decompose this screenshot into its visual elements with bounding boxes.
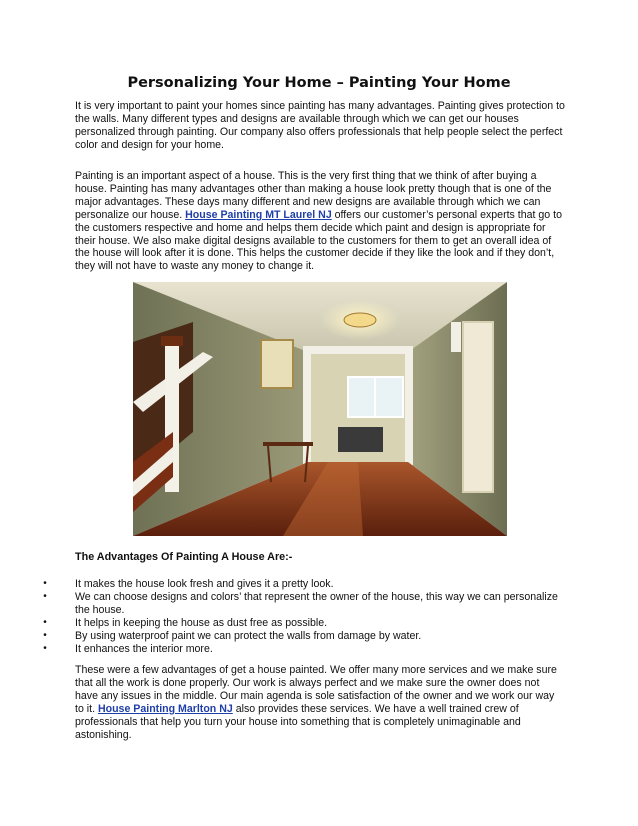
page-title: Personalizing Your Home – Painting Your Home — [127, 75, 511, 91]
body-paragraph — [75, 170, 565, 273]
closing-paragraph-text-after: also provides these services. We have a well trained crew of professionals that help you turn your house into something that is completely unimaginable and astonishing. — [75, 702, 521, 741]
list-item-text: It enhances the interior more. — [75, 642, 213, 655]
closing-paragraph-text-before: These were a few advantages of get a house painted. We offer many more services and we make sure that all the work is done properly. Our work is always perfect and we make sure the owner does not have any issues in the middle. Our main agenda is sole satisfaction of the owner and we work our way to it. — [75, 664, 557, 715]
list-item — [40, 630, 565, 643]
link-house-painting-marlton[interactable]: House Painting Marlton NJ — [97, 702, 233, 715]
body-paragraph-text-after: offers our customer’s personal experts that go to the customers respective and home and helps them decide which paint and design is appropriate for their house. We also make digital designs available to the customers for them to get an overall idea of the house will look after it is done. This helps the customer decide if they like the look and if they don’t, they will not have to waste any money to change it. — [75, 208, 562, 273]
list-item-text: It helps in keeping the house as dust free as possible. — [75, 616, 328, 629]
list-item — [40, 617, 565, 630]
bullet-icon: • — [43, 616, 47, 628]
list-item-text: We can choose designs and colors’ that represent the owner of the house, this way we can personalize the house. — [75, 590, 558, 616]
list-item — [40, 578, 565, 591]
advantages-list — [40, 578, 565, 655]
bullet-icon: • — [43, 590, 47, 602]
intro-paragraph: It is very important to paint your homes since painting has many advantages. Painting gives protection to the walls. Many different types and designs are available through which we can get our houses personalized through painting. Our company also offers professionals that help people select the perfect color and design for your home. — [75, 100, 565, 151]
body-paragraph-text-before: Painting is an important aspect of a house. This is the very first thing that we think of after buying a house. Painting has many advantages other than making a house look pretty though that is one of the major advantages. These days many different and new designs are available through which we can personalize our house. — [75, 170, 552, 221]
list-item — [40, 591, 565, 617]
list-item-text: By using waterproof paint we can protect the walls from damage by water. — [75, 629, 422, 642]
bullet-icon: • — [43, 642, 47, 654]
bullet-icon: • — [43, 578, 47, 589]
list-item — [40, 643, 565, 656]
closing-paragraph — [75, 664, 565, 741]
advantages-heading: The Advantages Of Painting A House Are:- — [75, 551, 293, 563]
bullet-icon: • — [43, 629, 47, 641]
interior-hallway-photo — [133, 282, 507, 536]
list-item-text: It makes the house look fresh and gives it a pretty look. — [75, 578, 334, 590]
link-house-painting-mt-laurel[interactable]: House Painting MT Laurel NJ — [185, 208, 332, 221]
